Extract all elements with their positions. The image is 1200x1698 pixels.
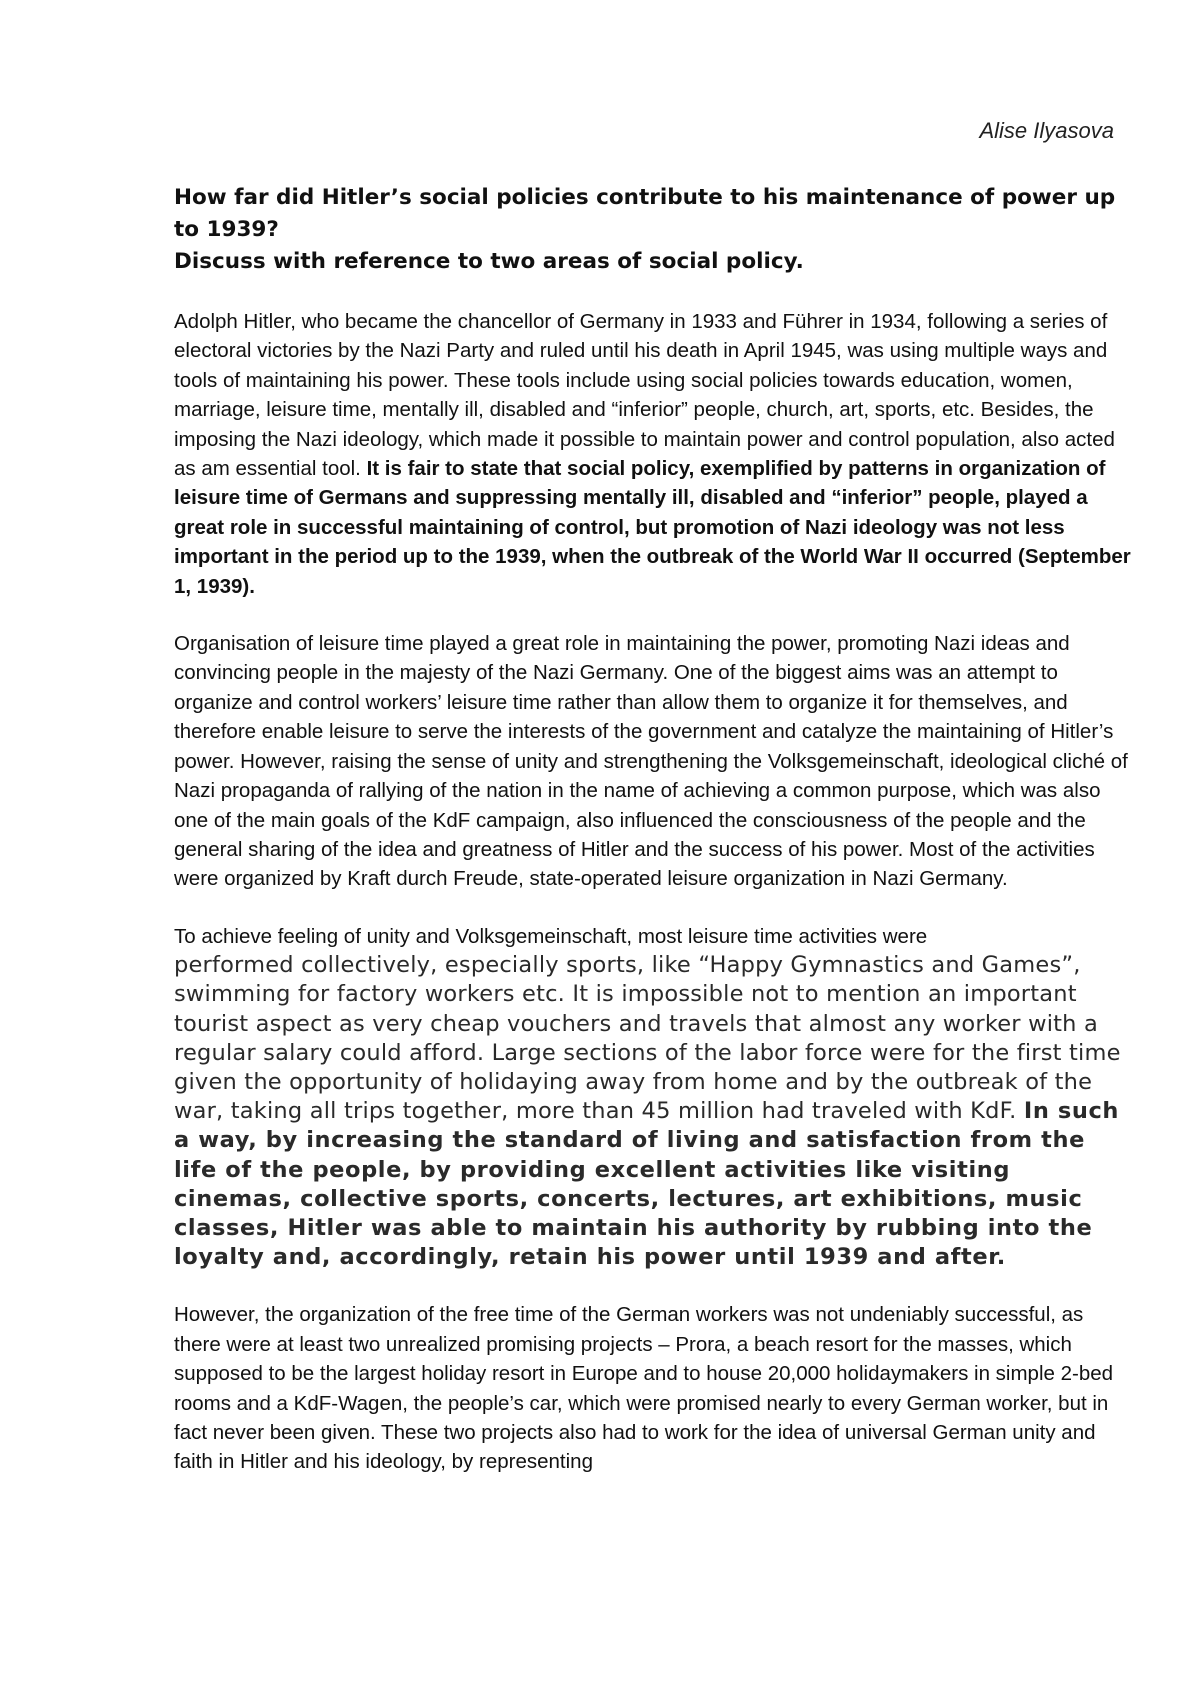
paragraph-introduction (174, 307, 1134, 601)
document-body (174, 182, 1134, 1477)
introduction-thesis: It is fair to state that social policy, exemplified by patterns in organization of leisure time of Germans and suppressing mentally ill, disabled and “inferior” people, played a great role in successful maintaining of control, but promotion of Nazi ideology was not less important in the period up to the 1939, when the outbreak of the World War II occurred (September 1, 1939). (174, 457, 1131, 598)
title-instruction: Discuss with reference to two areas of social policy. (174, 249, 804, 274)
unity-intro-line: To achieve feeling of unity and Volksgemeinschaft, most leisure time activities were (174, 924, 928, 948)
paragraph-leisure-organisation: Organisation of leisure time played a great role in maintaining the power, promoting Nazi ideas and convincing people in the majesty of the Nazi Germany. One of the biggest aims was an attempt to organize and control workers’ leisure time rather than allow them to organize it for themselves, and therefore enable leisure to serve the interests of the government and catalyze the maintaining of Hitler’s power. However, raising the sense of unity and strengthening the Volksgemeinschaft, ideological cliché of Nazi propaganda of rallying of the nation in the name of achieving a common purpose, which was also one of the main goals of the KdF campaign, also influenced the consciousness of the people and the general sharing of the idea and greatness of Hitler and the success of his power. Most of the activities were organized by Kraft durch Freude, state-operated leisure organization in Nazi Germany. (174, 632, 1128, 891)
author-name: Alise Ilyasova (979, 118, 1114, 143)
essay-title (174, 182, 1134, 278)
paragraph-unrealized-projects: However, the organization of the free time of the German workers was not undeniably successful, as there were at least two unrealized promising projects – Prora, a beach resort for the masses, which supposed to be the largest holiday resort in Europe and to house 20,000 holidaymakers in simple 2-bed rooms and a KdF-Wagen, the people’s car, which were promised nearly to every German worker, but in fact never been given. These two projects also had to work for the idea of universal German unity and faith in Hitler and his ideology, by representing (174, 1303, 1114, 1474)
introduction-text: Adolph Hitler, who became the chancellor of Germany in 1933 and Führer in 1934, following a series of electoral victories by the Nazi Party and ruled until his death in April 1945, was using multiple ways and tools of maintaining his power. These tools include using social policies towards education, women, marriage, leisure time, mentally ill, disabled and “inferior” people, church, art, sports, etc. Besides, the imposing the Nazi ideology, which made it possible to maintain power and control population, also acted as am essential tool. (174, 310, 1115, 481)
unity-conclusion: In such a way, by increasing the standard of living and satisfaction from the life of the people, by providing excellent activities like visiting cinemas, collective sports, concerts, lectures, art exhibitions, music classes, Hitler was able to maintain his authority by rubbing into the loyalty and, accordingly, retain his power until 1939 and after. (174, 1098, 1120, 1271)
unity-text: performed collectively, especially sports, like “Happy Gymnastics and Games”, swimming for factory workers etc. It is impossible not to mention an important tourist aspect as very cheap vouchers and travels that almost any worker with a regular salary could afford. Large sections of the labor force were for the first time given the opportunity of holidaying away from home and by the outbreak of the war, taking all trips together, more than 45 million had traveled with KdF. (174, 952, 1121, 1125)
paragraph-unity-activities (174, 922, 1134, 1273)
title-question: How far did Hitler’s social policies contribute to his maintenance of power up to 1939? (174, 185, 1116, 242)
